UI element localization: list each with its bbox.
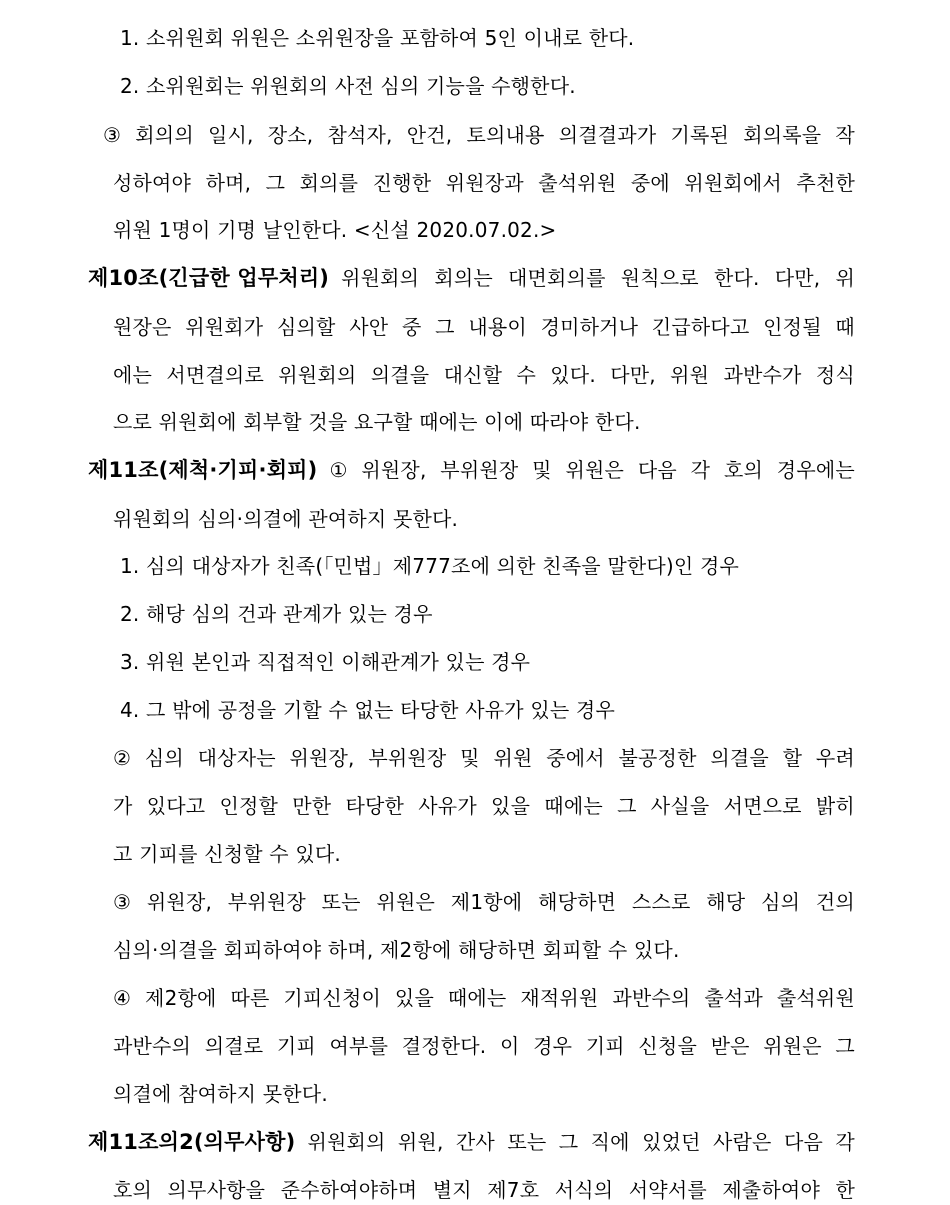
word: 위원은 <box>565 458 625 482</box>
word: 위원장, <box>361 458 427 482</box>
paragraph-line: 심의·의결을 회피하여야 하며, 제2항에 해당하면 회피할 수 있다. <box>113 938 680 962</box>
article-title: 제10조(긴급한 업무처리) <box>88 266 330 290</box>
word: 인정할 <box>219 794 279 818</box>
word: 간사 <box>455 1130 495 1154</box>
word: 가 <box>113 794 133 818</box>
word: 경미하거나 <box>540 315 639 339</box>
article-11-2 <box>88 1128 855 1156</box>
word: 진행한 <box>372 171 432 195</box>
word: 사실을 <box>650 794 710 818</box>
word: 중에서 <box>546 746 605 770</box>
word: 때 <box>835 315 855 339</box>
paragraph-line: 의결에 참여하지 못한다. <box>113 1082 328 1106</box>
word: 기피 <box>276 1034 316 1058</box>
word: 심의 <box>761 890 801 914</box>
word: 건의 <box>815 890 855 914</box>
word: ② <box>113 746 132 770</box>
word: 부위원장 <box>368 746 447 770</box>
list-item: 1. 심의 대상자가 친족(「민법」제777조에 의한 친족을 말한다)인 경우 <box>120 554 740 578</box>
paragraph-line <box>113 792 855 820</box>
word: 부위원장 <box>440 458 519 482</box>
word: 사유가 <box>418 794 477 818</box>
word: 제2항에 <box>145 986 217 1010</box>
word: 위원회의 <box>278 363 357 387</box>
word: 다만, <box>610 363 656 387</box>
word: 회의록을 <box>743 123 822 147</box>
paragraph-line <box>113 744 855 772</box>
list-item: 3. 위원 본인과 직접적인 이해관계가 있는 경우 <box>120 650 531 674</box>
word: 회의를 <box>299 171 359 195</box>
word: 참석자, <box>327 123 393 147</box>
word: 호의 <box>723 458 764 482</box>
word: 내용이 <box>468 315 527 339</box>
word: 신청을 <box>638 1034 697 1058</box>
word: 성하여야 <box>113 171 192 195</box>
word: 준수하여야하며 <box>280 1178 418 1202</box>
paragraph-line <box>329 456 855 484</box>
word: 위원 <box>670 363 710 387</box>
word: 서약서를 <box>628 1178 707 1202</box>
word: 해당하면 <box>538 890 617 914</box>
word: 호의 <box>113 1178 153 1202</box>
word: 위원장, <box>146 890 213 914</box>
article-10 <box>88 264 855 292</box>
word: 작 <box>835 123 855 147</box>
word: 장소, <box>267 123 314 147</box>
word: 있다고 <box>146 794 206 818</box>
paragraph-line <box>113 313 855 341</box>
word: 과반수의 <box>612 986 691 1010</box>
word: 때에는 <box>544 794 603 818</box>
paragraph-line <box>113 1176 855 1204</box>
paragraph-line <box>113 361 855 389</box>
word: 위원장, <box>289 746 355 770</box>
word: 기피신청이 <box>283 986 382 1010</box>
word: 사안 <box>349 315 389 339</box>
word: 의결을 <box>370 363 430 387</box>
word: 일시, <box>207 123 254 147</box>
word: 위원, <box>397 1130 444 1154</box>
word: ④ <box>113 986 132 1010</box>
word: 서면결의로 <box>166 363 264 387</box>
word: 위원회에서 <box>684 171 782 195</box>
word: 다음 <box>637 458 677 482</box>
word: 회의는 <box>434 266 493 290</box>
word: 그 <box>617 794 637 818</box>
word: 회의의 <box>135 123 194 147</box>
article-title: 제11조(제척·기피·회피) <box>88 458 318 482</box>
word: 위원장과 <box>445 171 524 195</box>
word: 직에 <box>590 1130 630 1154</box>
word: 경우에는 <box>776 458 855 482</box>
list-item: 1. 소위원회 위원은 소위원장을 포함하여 5인 이내로 한다. <box>120 26 635 50</box>
word: 있을 <box>491 794 531 818</box>
word: 결정한다. <box>401 1034 487 1058</box>
word: 또는 <box>321 890 361 914</box>
word: 사람은 <box>713 1130 772 1154</box>
word: 여부를 <box>329 1034 389 1058</box>
article-title: 제11조의2(의무사항) <box>88 1130 296 1154</box>
word: 이 <box>499 1034 520 1058</box>
list-item: 4. 그 밖에 공정을 기할 수 없는 타당한 사유가 있는 경우 <box>120 698 615 722</box>
word: 각 <box>835 1130 855 1154</box>
paragraph-line: 으로 위원회에 회부할 것을 요구할 때에는 이에 따라야 한다. <box>113 410 641 434</box>
paragraph-line <box>113 169 855 197</box>
word: 재적위원 <box>520 986 599 1010</box>
word: 그 <box>835 1034 855 1058</box>
word: 만한 <box>292 794 332 818</box>
word: 인정될 <box>763 315 822 339</box>
word: 중 <box>401 315 422 339</box>
word: 과반수가 <box>723 363 802 387</box>
list-item: 2. 해당 심의 건과 관계가 있는 경우 <box>120 602 433 626</box>
word: 따른 <box>230 986 270 1010</box>
word: ③ <box>103 123 122 147</box>
word: 위원은 <box>376 890 436 914</box>
word: 우려 <box>815 746 855 770</box>
word: 대신할 <box>443 363 503 387</box>
word: 그 <box>558 1130 579 1154</box>
paragraph-line <box>113 984 855 1012</box>
word: 하며, <box>205 171 252 195</box>
word: 추천한 <box>796 171 855 195</box>
word: 심의할 <box>277 315 336 339</box>
word: 에는 <box>113 363 153 387</box>
paragraph-line: 위원회의 심의·의결에 관여하지 못한다. <box>113 507 459 531</box>
word: 위원 <box>493 746 533 770</box>
paragraph-line <box>113 888 855 916</box>
word: ③ <box>113 890 132 914</box>
word: 있다. <box>550 363 596 387</box>
paragraph-line <box>307 1128 855 1156</box>
word: 수 <box>516 363 536 387</box>
word: 해당 <box>706 890 746 914</box>
word: 기피 <box>585 1034 625 1058</box>
word: 출석과 <box>704 986 763 1010</box>
word: 그 <box>435 315 455 339</box>
word: 의결을 <box>710 746 769 770</box>
word: 및 <box>460 746 480 770</box>
paragraph-line: 위원 1명이 기명 날인한다. <신설 2020.07.02.> <box>113 218 557 242</box>
word: 있을 <box>394 986 434 1010</box>
word: 때에는 <box>447 986 507 1010</box>
paragraph-line <box>103 121 855 149</box>
word: 대상자는 <box>197 746 276 770</box>
word: 제7호 <box>487 1178 540 1202</box>
list-item: 2. 소위원회는 위원회의 사전 심의 기능을 수행한다. <box>120 74 576 98</box>
word: 다음 <box>783 1130 823 1154</box>
word: 경우 <box>533 1034 573 1058</box>
paragraph-line <box>113 1032 855 1060</box>
word: 한 <box>835 1178 855 1202</box>
word: 스스로 <box>631 890 691 914</box>
word: 정식 <box>815 363 855 387</box>
word: 과반수의 <box>113 1034 192 1058</box>
word: 위원회가 <box>185 315 264 339</box>
word: 의결결과가 <box>558 123 657 147</box>
word: 다만, <box>774 266 821 290</box>
word: 서면으로 <box>723 794 802 818</box>
word: 중에 <box>630 171 670 195</box>
word: 할 <box>782 746 803 770</box>
word: 제1항에 <box>450 890 523 914</box>
word: 의결로 <box>204 1034 264 1058</box>
word: 위원회의 <box>307 1130 386 1154</box>
paragraph-line <box>341 264 855 292</box>
word: 및 <box>532 458 552 482</box>
word: 위 <box>835 266 855 290</box>
word: 타당한 <box>345 794 405 818</box>
word: 있었던 <box>642 1130 701 1154</box>
word: 그 <box>265 171 286 195</box>
word: 별지 <box>432 1178 472 1202</box>
word: 원장은 <box>113 315 172 339</box>
word: 부위원장 <box>227 890 306 914</box>
word: 불공정한 <box>618 746 697 770</box>
word: 받은 <box>710 1034 750 1058</box>
word: 심의 <box>144 746 184 770</box>
word: 출석위원 <box>776 986 855 1010</box>
word: 또는 <box>507 1130 547 1154</box>
word: 긴급하다고 <box>651 315 750 339</box>
word: 대면회의를 <box>508 266 606 290</box>
word: 제출하여야 <box>722 1178 820 1202</box>
word: 밝히 <box>815 794 855 818</box>
word: 한다. <box>713 266 760 290</box>
word: 위원은 <box>763 1034 822 1058</box>
word: 원칙으로 <box>620 266 699 290</box>
word: 출석위원 <box>538 171 617 195</box>
word: 안건, <box>406 123 453 147</box>
word: 의무사항을 <box>167 1178 266 1202</box>
word: 서식의 <box>554 1178 614 1202</box>
word: 각 <box>690 458 711 482</box>
article-11 <box>88 456 855 484</box>
word: 기록된 <box>670 123 730 147</box>
word: 토의내용 <box>466 123 545 147</box>
word: 위원회의 <box>341 266 420 290</box>
word: ① <box>329 458 348 482</box>
paragraph-line: 고 기피를 신청할 수 있다. <box>113 842 341 866</box>
